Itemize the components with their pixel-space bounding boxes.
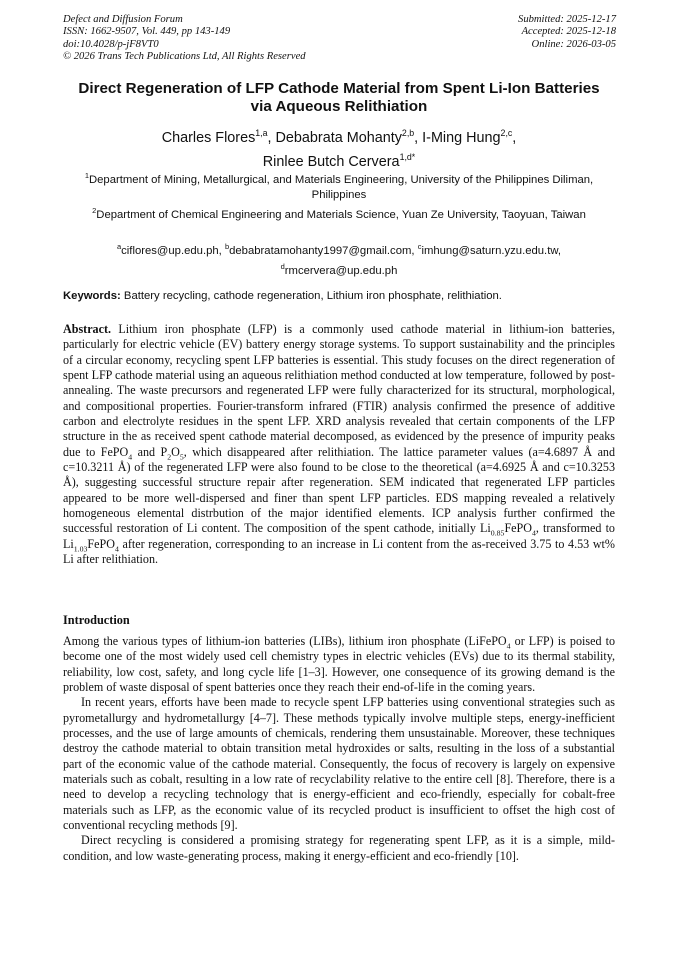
affiliation-text: Department of Chemical Engineering and Materials Science, Yuan Ze University, Taoyuan, Taiwan bbox=[96, 208, 586, 221]
keywords-label: Keywords: bbox=[63, 290, 121, 302]
email-link[interactable]: debabratamohanty1997@gmail.com bbox=[229, 244, 412, 257]
intro-text: Among the various types of lithium-ion batteries (LIBs), lithium iron phosphate (LiFePO bbox=[63, 634, 507, 648]
email-marker: c bbox=[417, 242, 422, 251]
affiliation-1 bbox=[63, 168, 615, 203]
email-marker: b bbox=[224, 242, 230, 251]
intro-paragraph-1 bbox=[63, 634, 615, 695]
author-superscript: 2,b bbox=[401, 128, 415, 138]
introduction-heading: Introduction bbox=[63, 613, 130, 627]
author-separator: , bbox=[267, 129, 276, 146]
abstract-label: Abstract. bbox=[63, 322, 112, 336]
keywords-line bbox=[63, 289, 615, 304]
keywords-text: Battery recycling, cathode regeneration, Lithium iron phosphate, relithiation. bbox=[123, 290, 502, 302]
abstract-text: O bbox=[171, 444, 180, 459]
abstract-text: , which disappeared after relithiation. The lattice parameter values (a=4.6897 Å and c=10.3211 Å) of the regenerated LFP were also found to be close to the theoretical (a=4.6925 Å and c=10.3253 Å), suggesting successful structure repair after regeneration. SEM indicated that regenerated LFP particles appeared to be more well-dispersed and finer than spent LFP particles. EDS mapping revealed a relatively homogeneous elemental distrbution of the major identified elements. ICP analysis further confirmed the successful restoration of Li content. The composition of the spent cathode, initially Li bbox=[63, 444, 616, 536]
subscript: 2 bbox=[167, 452, 172, 462]
affiliation-2 bbox=[63, 203, 615, 223]
affiliation-text: Department of Mining, Metallurgical, and Materials Engineering, University of the Philippines Diliman, Philippines bbox=[88, 173, 594, 201]
author-name: Charles Flores bbox=[161, 129, 256, 146]
abstract-text: FePO bbox=[504, 521, 533, 536]
abstract-text: , transformed to Li bbox=[63, 521, 615, 551]
email-link[interactable]: imhung@saturn.yzu.edu.tw bbox=[421, 244, 558, 257]
subscript: 5 bbox=[179, 452, 184, 462]
intro-paragraph-2: In recent years, efforts have been made to recycle spent LFP batteries using conventional strategies such as pyrometallurgy and hydrometallurgy [4–7]. These methods typically involve multiple steps, energy-inefficient processes, and the use of large amounts of chemicals, rendering them unsustainable. Moreover, these techniques destroy the cathode material to obtain transition metal hydroxides or salts, resulting in the loss of a substantial part of the economic value of the cathode material. Consequently, the focus of recovery is largely on expensive materials such as cobalt, resulting in a low rate of recyclability relative to the entire cell [8]. Therefore, there is a need to develop a recycling technology that is energy-efficient and eco-friendly, especially for cobalt-free materials such as LFP, as the economic value of its recycled product is insufficient to offset the high cost of conventional recycling methods [9]. bbox=[63, 695, 615, 833]
abstract-text: and P bbox=[132, 444, 168, 459]
issn-line: ISSN: 1662-9507, Vol. 449, pp 143-149 bbox=[63, 26, 231, 38]
email-marker: d bbox=[280, 261, 285, 271]
submitted-date: Submitted: 2025-12-17 bbox=[518, 14, 616, 25]
author-list bbox=[63, 124, 615, 173]
author-name: I-Ming Hung bbox=[422, 129, 501, 146]
abstract-text: FePO bbox=[87, 536, 115, 551]
doi-line: doi:10.4028/p-jF8VT0 bbox=[63, 38, 159, 50]
subscript: 0.85 bbox=[490, 528, 505, 538]
subscript: 4 bbox=[506, 641, 511, 651]
journal-header-left bbox=[63, 14, 306, 64]
affiliation-marker: 2 bbox=[92, 206, 97, 215]
journal-name: Defect and Diffusion Forum bbox=[63, 14, 183, 25]
abstract-text: after regeneration, corresponding to an increase in Li content from the as-received 3.75 to 4.53 wt% Li after relithiation. bbox=[63, 536, 615, 567]
author-separator: , bbox=[512, 129, 517, 146]
subscript: 4 bbox=[532, 528, 536, 538]
abstract-paragraph bbox=[63, 322, 615, 568]
abstract-text: Lithium iron phosphate (LFP) is a commonly used cathode material in lithium-ion batteries, particularly for electric vehicle (EV) battery energy storage systems. To support sustainability and the principles of a circular economy, recycling spent LFP batteries is essential. This study focuses on the direct regeneration of spent LFP cathode material using an aqueous relithiation method conducted at low temperature, followed by post-annealing. The waste precursors and regenerated LFP were fully characterized for its structural, morphological, and compositional properties. Fourier-transform infrared (FTIR) analysis confirmed the presence of additive carbon and electrolyte residues in the spent LFP. XRD analysis revealed that certain components of the LFP structure in the as received spent cathode material decomposed, as evidenced by the presence of impurity peaks due to FePO bbox=[63, 322, 615, 459]
author-superscript: 1,a bbox=[255, 128, 268, 138]
journal-header-right bbox=[518, 14, 616, 51]
intro-paragraph-3: Direct recycling is considered a promising strategy for regenerating spent LFP, as it is a simple, mild-condition, and low waste-generating process, making it energy-efficient and eco-friendly [10]. bbox=[63, 833, 615, 863]
intro-text: or LFP) is poised to become one of the most widely used cell chemistry types in electric vehicles (EVs) due to its thermal stability, reliability, low cost, safety, and long cycle life [1–3]. However, one consequence of its growing demand is the problem of waste disposal of spent batteries once they reach their end-of-life in the coming years. bbox=[63, 634, 615, 695]
author-name: Rinlee Butch Cervera bbox=[262, 154, 400, 171]
title-line-2: via Aqueous Relithiation bbox=[250, 98, 428, 115]
email-link[interactable]: ciflores@up.edu.ph bbox=[121, 244, 219, 257]
subscript: 1.03 bbox=[73, 544, 88, 554]
author-superscript: 1,d* bbox=[399, 152, 416, 163]
author-name: Debabrata Mohanty bbox=[275, 129, 402, 146]
author-superscript: 2,c bbox=[500, 128, 513, 138]
introduction-body bbox=[63, 634, 615, 864]
email-separator: , bbox=[411, 244, 418, 257]
paper-title bbox=[63, 80, 615, 116]
email-marker: a bbox=[116, 242, 122, 251]
author-emails bbox=[63, 239, 615, 279]
online-date: Online: 2026-03-05 bbox=[531, 38, 616, 50]
email-separator: , bbox=[218, 244, 225, 257]
affiliation-marker: 1 bbox=[84, 171, 89, 180]
email-link[interactable]: rmcervera@up.edu.ph bbox=[284, 264, 398, 277]
author-separator: , bbox=[414, 129, 423, 146]
subscript: 4 bbox=[114, 544, 119, 554]
email-separator: , bbox=[557, 244, 562, 257]
copyright-line: © 2026 Trans Tech Publications Ltd, All Rights Reserved bbox=[63, 51, 306, 63]
title-line-1: Direct Regeneration of LFP Cathode Material from Spent Li-Ion Batteries bbox=[78, 80, 600, 97]
subscript: 4 bbox=[128, 452, 133, 462]
accepted-date: Accepted: 2025-12-18 bbox=[521, 26, 616, 38]
